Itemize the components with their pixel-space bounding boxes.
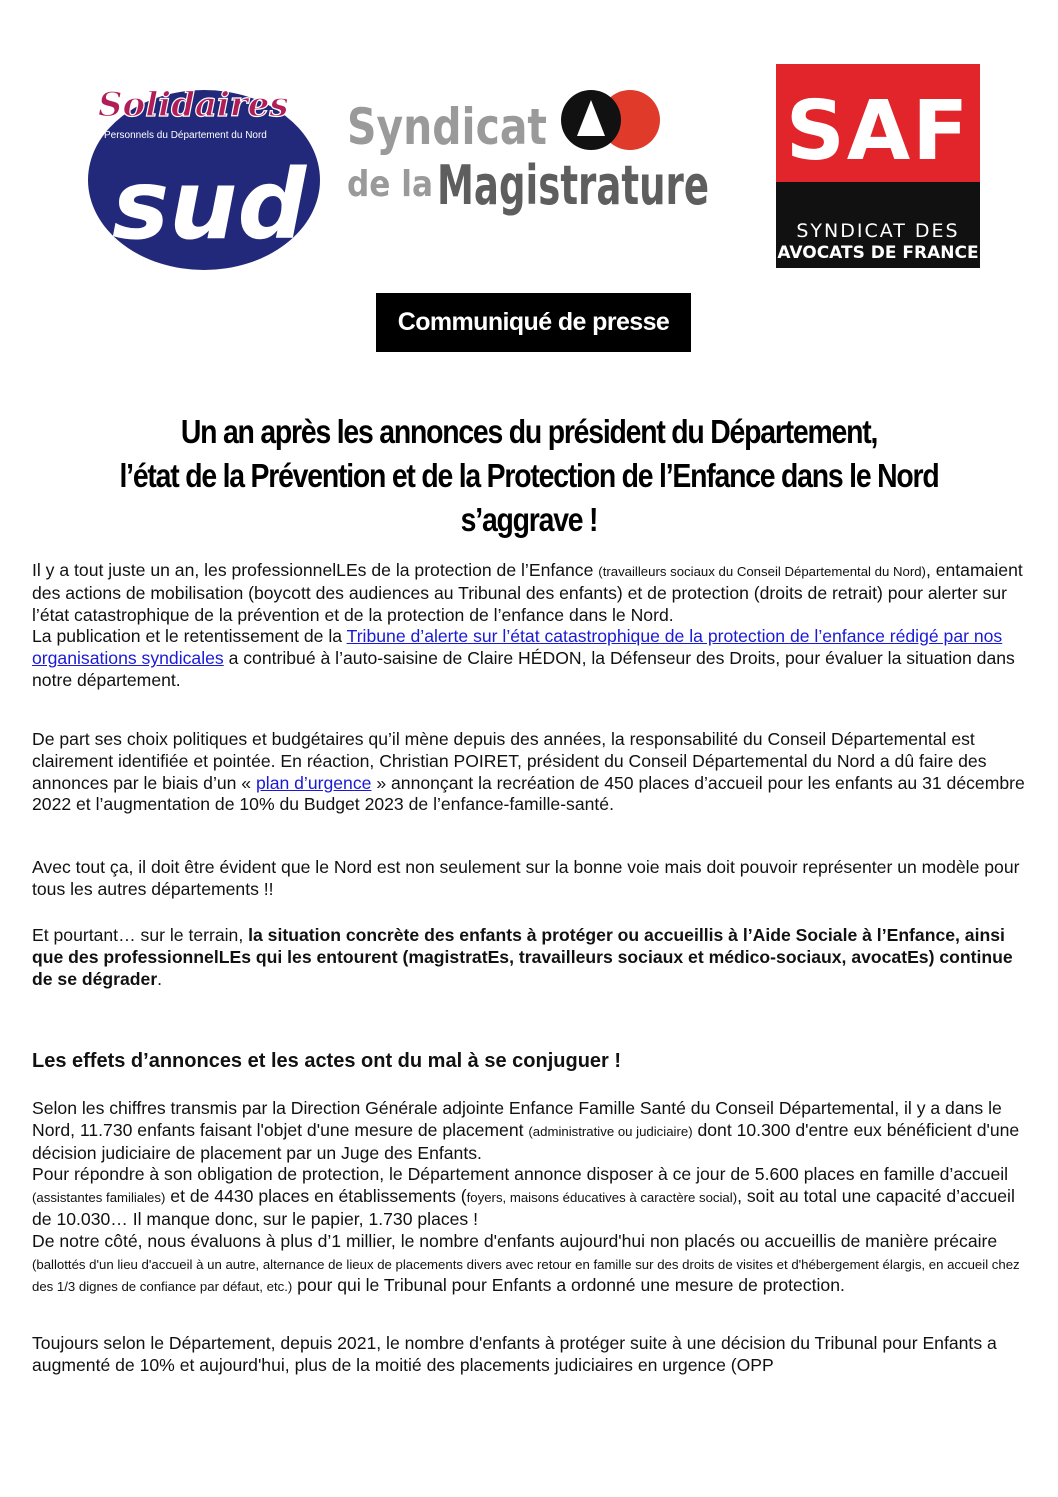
section-heading: Les effets d’annonces et les actes ont du mal à se conjuguer ! bbox=[32, 1050, 622, 1072]
sud-solidaires-logo bbox=[84, 72, 324, 272]
headline-line-1: Un an après les annonces du président du Département, bbox=[180, 413, 878, 450]
paragraph-situation: Et pourtant… sur le terrain, la situation concrète des enfants à protéger ou accueillis à l’Aide Sociale à l’Enfance, ainsi que des professionnelLEs qui les entourent (magistratEs, travailleurs sociaux et médico-sociaux, avocatEs) continue de se dégrader. bbox=[32, 925, 1013, 989]
sud-top-word: Solidaires bbox=[98, 85, 289, 125]
press-release-badge: Communiqué de presse bbox=[376, 293, 691, 352]
sud-sub-line: Personnels du Département du Nord bbox=[104, 130, 267, 141]
sm-line1: Syndicat bbox=[347, 98, 547, 156]
plan-urgence-link[interactable]: plan d’urgence bbox=[256, 772, 372, 793]
headline-line-2: l’état de la Prévention et de la Protection de l’Enfance dans le Nord bbox=[119, 457, 939, 494]
headline bbox=[91, 410, 966, 542]
saf-line1: SYNDICAT DES bbox=[796, 220, 960, 242]
paragraph-intro: Il y a tout juste un an, les professionnelLEs de la protection de l’Enfance (travailleurs sociaux du Conseil Départemental du Nord), entamaient des actions de mobilisation (boycott des audiences au Tribunal des enfants) et de protection (droits de retrait) pour alerter sur l’état catastrophique de la prévention et de la protection de l’enfance dans le Nord. La publication et le retentissement de la Tribune d’alerte sur l’état catastrophique de la protection de l’enfance rédigé par nos organisations syndicales a contribué à l’auto-saisine de Claire HÉDON, la Défenseur des Droits, pour évaluer la situation dans notre département. bbox=[32, 560, 1023, 690]
paragraph-urgent-placements: Toujours selon le Département, depuis 2021, le nombre d'enfants à protéger suite à une décision du Tribunal pour Enfants a augmenté de 10% et aujourd'hui, plus de la moitié des placements judiciaires en urgence (OPP bbox=[32, 1333, 997, 1375]
paragraph-responsibility: De part ses choix politiques et budgétaires qu’il mène depuis des années, la responsabilité du Conseil Départemental est clairement identifiée et pointée. En réaction, Christian POIRET, président du Conseil Départemental du Nord a dû faire des annonces par le biais d’un « plan d’urgence » annonçant la recréation de 450 places d’accueil pour les enfants au 31 décembre 2022 et l’augmentation de 10% du Budget 2023 de l’enfance-famille-santé. bbox=[32, 729, 1025, 815]
saf-line2: AVOCATS DE FRANCE bbox=[777, 243, 979, 263]
syndicat-magistrature-logo bbox=[345, 86, 715, 216]
saf-logo bbox=[776, 64, 980, 268]
sud-main-word: sud bbox=[112, 149, 307, 261]
tribune-link[interactable]: Tribune d’alerte sur l’état catastrophique de la protection de l’enfance rédigé par nos organisations syndicales bbox=[32, 626, 1003, 669]
sm-line2-prefix: de la bbox=[347, 164, 433, 205]
sm-line2-main: Magistrature bbox=[437, 154, 709, 217]
headline-line-3: s’aggrave ! bbox=[460, 501, 598, 538]
paragraph-figures: Selon les chiffres transmis par la Direction Générale adjointe Enfance Famille Santé du Conseil Départemental, il y a dans le Nord, 11.730 enfants faisant l'objet d'une mesure de placement (administrative ou judiciaire) dont 10.300 d'entre eux bénéficient d'une décision judiciaire de placement par un Juge des Enfants. Pour répondre à son obligation de protection, le Département annonce disposer à ce jour de 5.600 places en famille d’accueil (assistantes familiales) et de 4430 places en établissements (foyers, maisons éducatives à caractère social), soit au total une capacité d’accueil de 10.030… Il manque donc, sur le papier, 1.730 places ! De notre côté, nous évaluons à plus d’1 millier, le nombre d'enfants aujourd'hui non placés ou accueillis de manière précaire (ballottés d'un lieu d'accueil à un autre, alternance de lieux de placements divers avec retour en famille sur des droits de visites et d'hébergement élargis, en accueil chez des 1/3 dignes de confiance par défaut, etc.) pour qui le Tribunal pour Enfants a ordonné une mesure de protection. bbox=[32, 1098, 1020, 1296]
saf-acronym: SAF bbox=[785, 84, 971, 179]
paragraph-model: Avec tout ça, il doit être évident que le Nord est non seulement sur la bonne voie mais doit pouvoir représenter un modèle pour tous les autres départements !! bbox=[32, 857, 1020, 899]
